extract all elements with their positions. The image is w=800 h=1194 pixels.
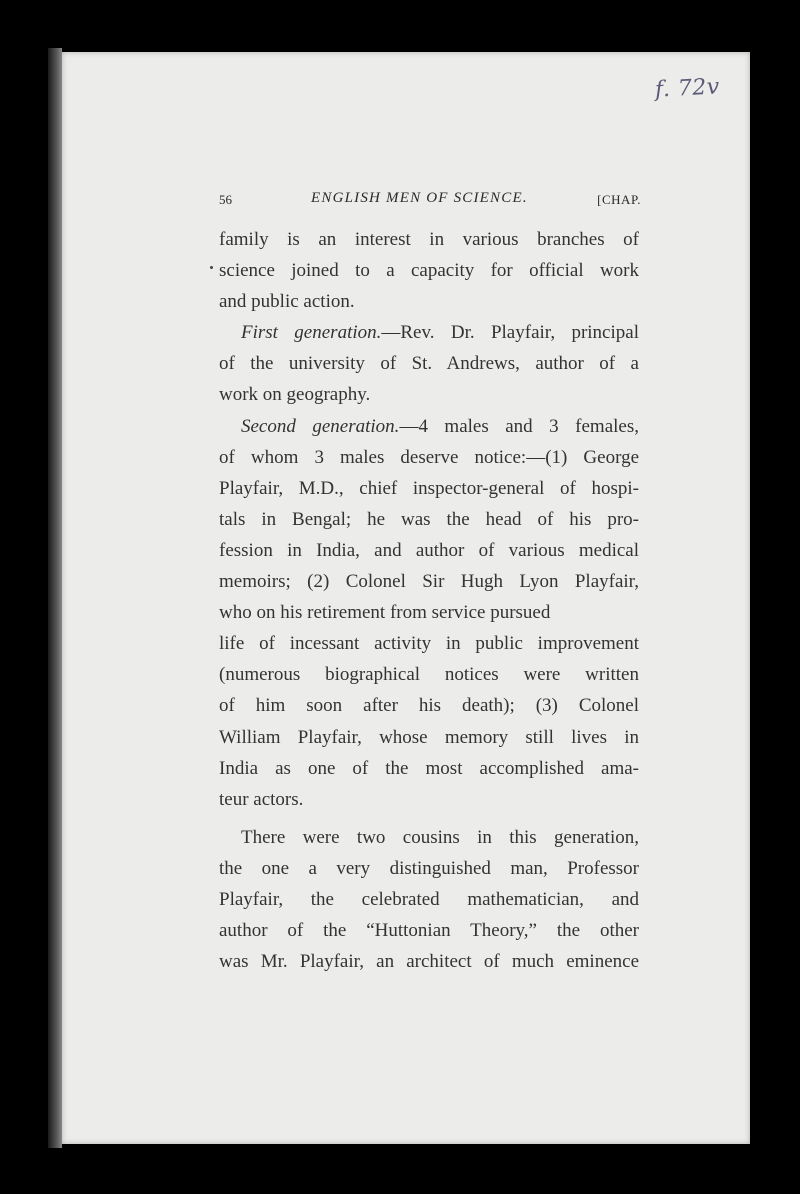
text-line: science joined to a capacity for official work	[219, 260, 639, 282]
text-run: —4 males and 3 females,	[399, 415, 639, 437]
text-line: the one a very distinguished man, Professor	[219, 857, 639, 879]
text-line: teur actors.	[219, 788, 304, 810]
text-line: author of the “Huttonian Theory,” the other	[219, 920, 639, 942]
text-line: Playfair, M.D., chief inspector-general of hospi-	[219, 477, 639, 499]
chapter-marker: [CHAP.	[597, 192, 641, 207]
paragraph-second-generation	[219, 411, 639, 442]
paragraph-first-generation	[219, 317, 639, 348]
text-line: India as one of the most accomplished ama-	[219, 757, 639, 779]
stray-ink-mark	[210, 266, 213, 269]
text-line: life of incessant activity in public improvement	[219, 633, 639, 655]
text-line: and public action.	[219, 291, 355, 313]
running-title: ENGLISH MEN OF SCIENCE.	[311, 190, 528, 206]
text-line: of him soon after his death); (3) Colonel	[219, 695, 639, 717]
text-run: —Rev. Dr. Playfair, principal	[381, 322, 639, 344]
text-line: tals in Bengal; he was the head of his pro-	[219, 508, 639, 530]
text-line: who on his retirement from service pursued	[219, 602, 551, 624]
page-number: 56	[219, 192, 232, 207]
text-line: work on geography.	[219, 384, 371, 406]
text-line: memoirs; (2) Colonel Sir Hugh Lyon Playfair,	[219, 571, 639, 593]
text-line: William Playfair, whose memory still lives in	[219, 726, 639, 748]
text-line: fession in India, and author of various medical	[219, 539, 639, 561]
body-text	[219, 224, 639, 977]
handwritten-folio-annotation: f. 72v	[654, 74, 721, 103]
text-line: Playfair, the celebrated mathematician, and	[219, 888, 639, 910]
paragraph-gap	[219, 815, 639, 822]
text-line: was Mr. Playfair, an architect of much eminence	[219, 951, 639, 973]
generation-heading: Second generation.	[241, 415, 400, 437]
text-line: of whom 3 males deserve notice:—(1) George	[219, 446, 639, 468]
text-line: There were two cousins in this generation,	[241, 826, 639, 848]
text-line: of the university of St. Andrews, author of a	[219, 353, 639, 375]
page-edge	[48, 48, 62, 1148]
text-line: (numerous biographical notices were written	[219, 664, 639, 686]
text-line: family is an interest in various branches of	[219, 229, 639, 250]
generation-heading: First generation.	[241, 322, 382, 344]
